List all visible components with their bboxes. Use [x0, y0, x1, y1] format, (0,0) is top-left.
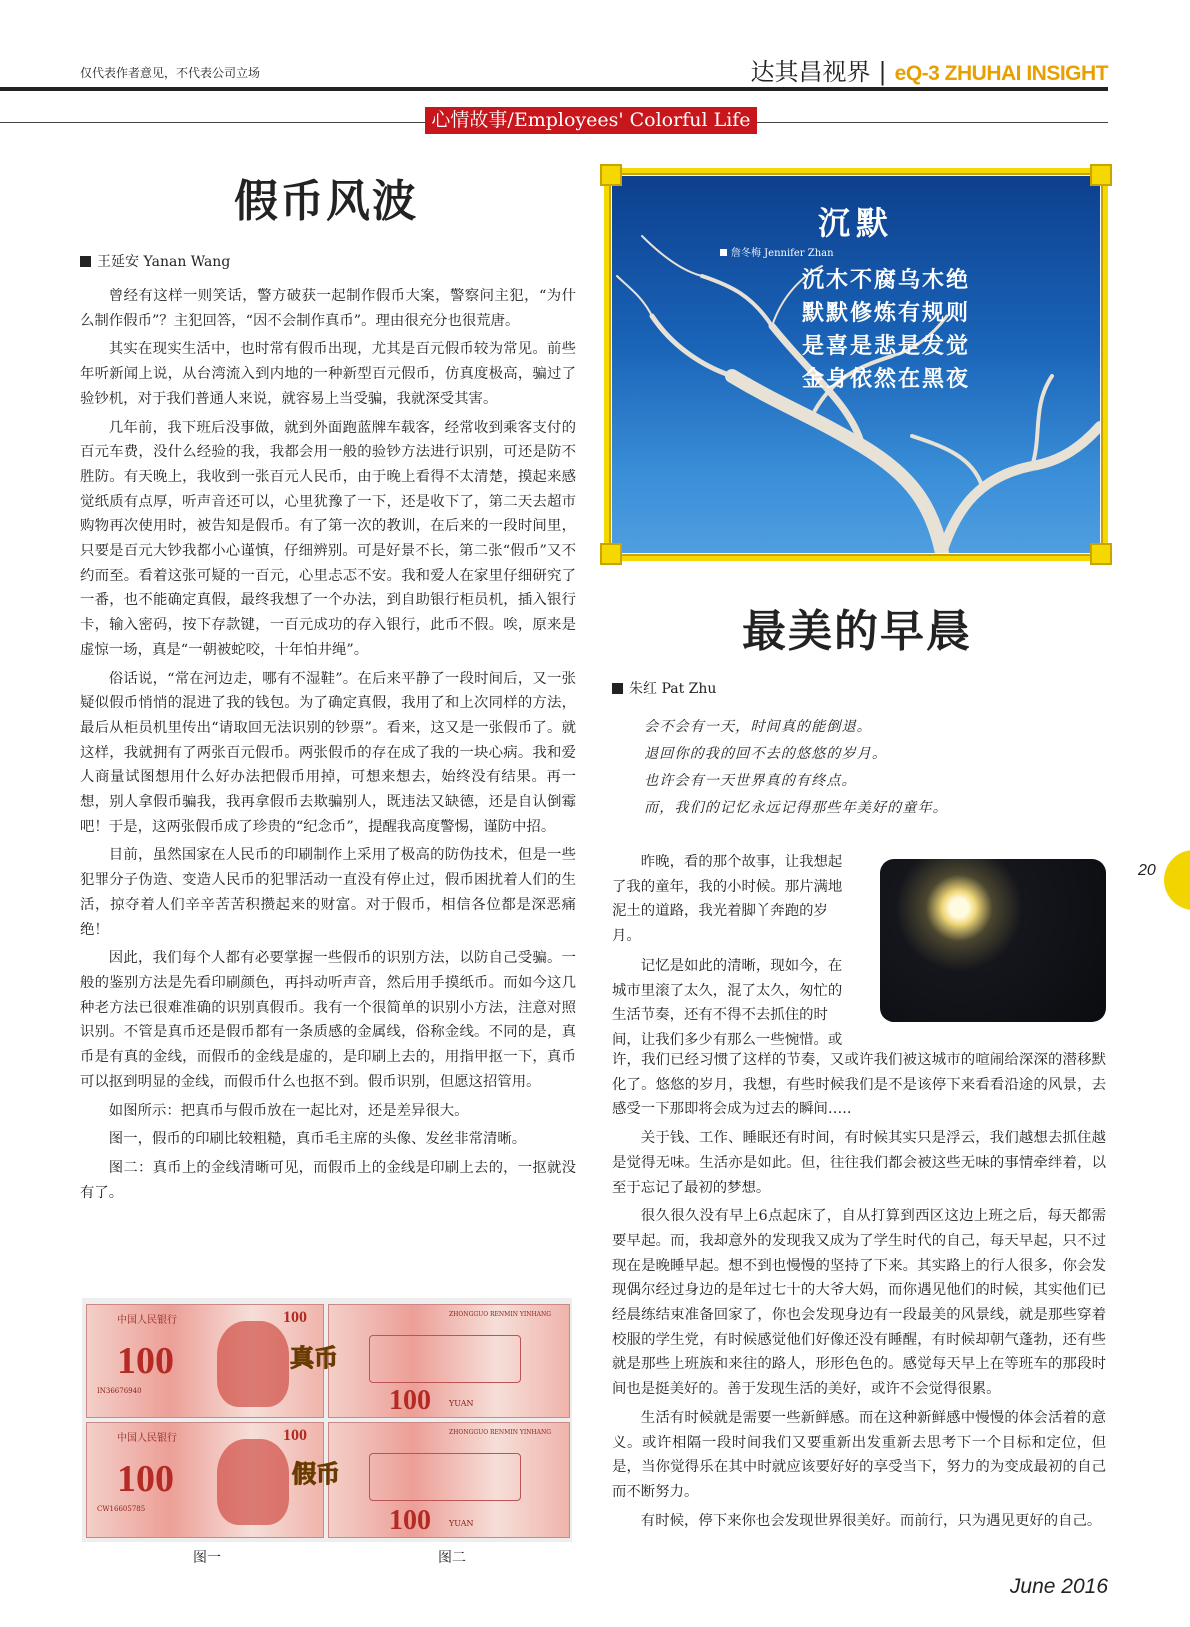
- section-tag: 心情故事/Employees' Colorful Life: [425, 107, 757, 134]
- paragraph: 生活有时候就是需要一些新鲜感。而在这种新鲜感中慢慢的体会活着的意义。或许相隔一段时间我们又要重新出发重新去思考下一个目标和定位，但是，当你觉得乐在其中时就应该要好好的享受当下，努力的为变成最初的自己而不断努力。: [612, 1409, 1106, 1500]
- portrait: [217, 1439, 289, 1525]
- caption-figure-2: 图二: [438, 1550, 466, 1566]
- wrap-line: 生活节奏，还有不得不去抓住的时: [612, 1007, 828, 1024]
- label-real: 真币: [290, 1343, 338, 1372]
- poem-line: 沉木不腐乌木绝: [802, 267, 971, 293]
- real-note-back: [328, 1304, 570, 1418]
- brand-en: eQ-3 ZHUHAI INSIGHT: [894, 62, 1108, 85]
- paragraph: 俗话说，“常在河边走，哪有不湿鞋”。在后来平静了一段时间后，又一张疑似假币悄悄的混进了我的钱包。为了确定真假，我用了和上次同样的方法，最后从柜员机里传出“请取回无法识别的钞票”。看来，这又是一张假币了。就这样，我就拥有了两张百元假币。两张假币的存在成了我的一块心病。我和爱人商量试图想用什么好办法把假币用掉，可想来想去，始终没有结果。再一想，别人拿假币骗我，我再拿假币去欺骗别人，既违法又缺德，还是自认倒霉吧！于是，这两张假币成了珍贵的“纪念币”，提醒我高度警惕，谨防中招。: [80, 670, 576, 835]
- page-number: 20: [1138, 862, 1156, 879]
- disclaimer: 仅代表作者意见，不代表公司立场: [80, 66, 261, 80]
- paragraph: 关于钱、工作、睡眠还有时间，有时候其实只是浮云，我们越想去抓住越是觉得无味。生活亦是如此。但，往往我们都会被这些无味的事情牵绊着，以至于忘记了最初的梦想。: [612, 1130, 1106, 1196]
- bank-pinyin: ZHONGGUO RENMIN YINHANG: [449, 1429, 552, 1436]
- building-engraving: [369, 1335, 521, 1383]
- poem-frame: [604, 168, 1108, 561]
- denomination: 100: [389, 1385, 431, 1416]
- article2-intro: [644, 714, 1094, 822]
- article1-body: [80, 284, 576, 1209]
- denomination: 100: [117, 1458, 174, 1500]
- serial-number: IN36676940: [97, 1387, 142, 1395]
- issue-date: June 2016: [1009, 1575, 1108, 1598]
- header-rule: [0, 87, 1108, 91]
- brand-header: [751, 52, 1108, 87]
- portrait: [217, 1321, 289, 1407]
- article1-author: 王延安 Yanan Wang: [80, 251, 230, 271]
- paragraph: 图一，假币的印刷比较粗糙，真币毛主席的头像、发丝非常清晰。: [108, 1131, 527, 1148]
- corner-denomination: 100: [283, 1427, 307, 1444]
- frame-corner: [1090, 164, 1112, 186]
- paragraph: 曾经有这样一则笑话，警方破获一起制作假币大案，警察问主犯，“为什么制作假币”？主犯回答，“因不会制作真币”。理由很充分也很荒唐。: [80, 288, 576, 329]
- intro-line: 而，我们的记忆永远记得那些年美好的童年。: [644, 800, 948, 816]
- serial-number: CW16605785: [97, 1505, 146, 1513]
- article2-body: [612, 1048, 1106, 1537]
- intro-line: 退回你的我的回不去的悠悠的岁月。: [644, 746, 888, 762]
- denomination: 100: [117, 1340, 174, 1382]
- page-tab: [1164, 850, 1190, 910]
- paragraph: 其实在现实生活中，也时常有假币出现，尤其是百元假币较为常见。前些年听新闻上说，从台湾流入到内地的一种新型百元假币，仿真度极高，骗过了验钞机，对于我们普通人来说，就容易上当受骗，我就深受其害。: [80, 341, 576, 407]
- paragraph: 几年前，我下班后没事做，就到外面跑蓝牌车载客，经常收到乘客支付的百元车费，没什么经验的我，我都会用一般的验钞方法进行识别，可还是防不胜防。有天晚上，我收到一张百元人民币，由于晚上看得不太清楚，摸起来感觉纸质有点厚，听声音还可以，心里犹豫了一下，还是收下了，第二天去超市购物再次使用时，被告知是假币。有了第一次的教训，在后来的一段时间里，只要是百元大钞我都小心谨慎，仔细辨别。可是好景不长，第二张“假币”又不约而至。看着这张可疑的一百元，心里忐忑不安。我和爱人在家里仔细研究了一番，也不能确定真假，最终我想了一个办法，到自助银行柜员机，插入银行卡，输入密码，按下存款键，一百元成功的存入银行，此币不假。唉，原来是虚惊一场，真是“一朝被蛇咬，十年怕井绳”。: [80, 419, 576, 658]
- poem-author: 詹冬梅 Jennifer Zhan: [720, 244, 834, 259]
- building-engraving: [369, 1453, 521, 1501]
- yuan-text: YUAN: [449, 1399, 474, 1408]
- yuan-text: YUAN: [449, 1519, 474, 1528]
- article2-title: 最美的早晨: [742, 606, 972, 657]
- paragraph: 许，我们已经习惯了这样的节奏，又或许我们被这城市的喧闹给深深的潜移默化了。悠悠的岁月，我想，有些时候我们是不是该停下来看看沿途的风景，去感受一下那即将会成为过去的瞬间…..: [612, 1052, 1106, 1118]
- night-lamp-photo: [880, 859, 1106, 1022]
- intro-line: 会不会有一天，时间真的能倒退。: [644, 719, 872, 735]
- wrap-line: 了我的童年，我的小时候。那片满地: [612, 878, 843, 895]
- poem-line: 金身依然在黑夜: [802, 366, 971, 392]
- frame-corner: [1090, 543, 1112, 565]
- paragraph: 因此，我们每个人都有必要掌握一些假币的识别方法，以防自己受骗。一般的鉴别方法是先看印刷颜色，再抖动听声音，然后用手摸纸币。而如今这几种老方法已很难准确的识别真假币。我有一个很简单的识别小方法，注意对照识别。不管是真币还是假币都有一条质感的金属线，俗称金线。不同的是，真币是有真的金线，而假币的金线是虚的，是印刷上去的，用指甲抠一下，真币可以抠到明显的金线，而假币什么也抠不到。假币识别，但愿这招管用。: [80, 950, 576, 1090]
- fake-note-front: [86, 1422, 324, 1538]
- intro-line: 也许会有一天世界真的有终点。: [644, 773, 857, 789]
- paragraph: 有时候，停下来你也会发现世界很美好。而前行，只为遇见更好的自己。: [640, 1512, 1102, 1529]
- wrap-line: 昨晚，看的那个故事，让我想起: [640, 854, 843, 870]
- bank-name: 中国人民银行: [117, 1315, 177, 1326]
- article2-author: 朱红 Pat Zhu: [612, 678, 716, 698]
- poem-line: 是喜是悲是发觉: [802, 333, 971, 359]
- frame-corner: [600, 164, 622, 186]
- paragraph: 目前，虽然国家在人民币的印刷制作上采用了极高的防伪技术，但是一些犯罪分子伪造、变造人民币的犯罪活动一直没有停止过，假币困扰着人们的生活，掠夺着人们辛辛苦苦积攒起来的财富。对于假币，相信各位都是深恶痛绝！: [80, 847, 576, 938]
- article1-title: 假币风波: [234, 176, 418, 227]
- wrap-line: 城市里滚了太久，混了太久，匆忙的: [612, 982, 843, 999]
- paragraph: 很久很久没有早上6点起床了，自从打算到西区这边上班之后，每天都需要早起。而，我却意外的发现我又成为了学生时代的自己，每天早起，只不过现在是晚睡早起。想不到也慢慢的坚持了下来。其实路上的行人很多，你会发现偶尔经过身边的是年过七十的大爷大妈，而你遇见他们的时候，其实他们已经晨练结束准备回家了，你也会发现身边有一段最美的风景线，就是那些穿着校服的学生党，有时候感觉他们好像还没有睡醒，有时候却朝气蓬勃，还有些就是那些上班族和来往的路人，形形色色的。感觉每天早上在等班车的那段时间也是挺美好的。善于发现生活的美好，或许不会觉得很累。: [612, 1208, 1106, 1398]
- wrap-line: 月。: [612, 928, 641, 945]
- paragraph: 如图所示：把真币与假币放在一起比对，还是差异很大。: [108, 1102, 469, 1119]
- real-note-front: [86, 1304, 324, 1418]
- denomination: 100: [389, 1505, 431, 1536]
- poem-box: [604, 168, 1108, 561]
- bank-name: 中国人民银行: [117, 1433, 177, 1444]
- wrap-line: 泥土的道路，我光着脚丫奔跑的岁: [612, 903, 828, 920]
- brand-cn: 达其昌视界: [750, 58, 871, 86]
- wrap-line: 间，让我们多少有那么一些惋惜。或: [612, 1031, 843, 1048]
- frame-corner: [600, 543, 622, 565]
- brand-separator: |: [878, 58, 887, 86]
- poem-line: 默默修炼有规则: [802, 300, 971, 326]
- banknote-photo: [82, 1298, 572, 1542]
- poem-title: 沉默: [817, 204, 894, 242]
- wrap-line: 记忆是如此的清晰，现如今，在: [640, 957, 843, 974]
- caption-figure-1: 图一: [193, 1550, 221, 1566]
- bank-pinyin: ZHONGGUO RENMIN YINHANG: [449, 1311, 552, 1318]
- paragraph: 图二：真币上的金线清晰可见，而假币上的金线是印刷上去的，一抠就没有了。: [80, 1159, 576, 1201]
- fake-note-back: [328, 1422, 570, 1538]
- label-fake: 假币: [292, 1459, 340, 1488]
- article2-wrap-text: [612, 850, 874, 1053]
- corner-denomination: 100: [283, 1309, 307, 1326]
